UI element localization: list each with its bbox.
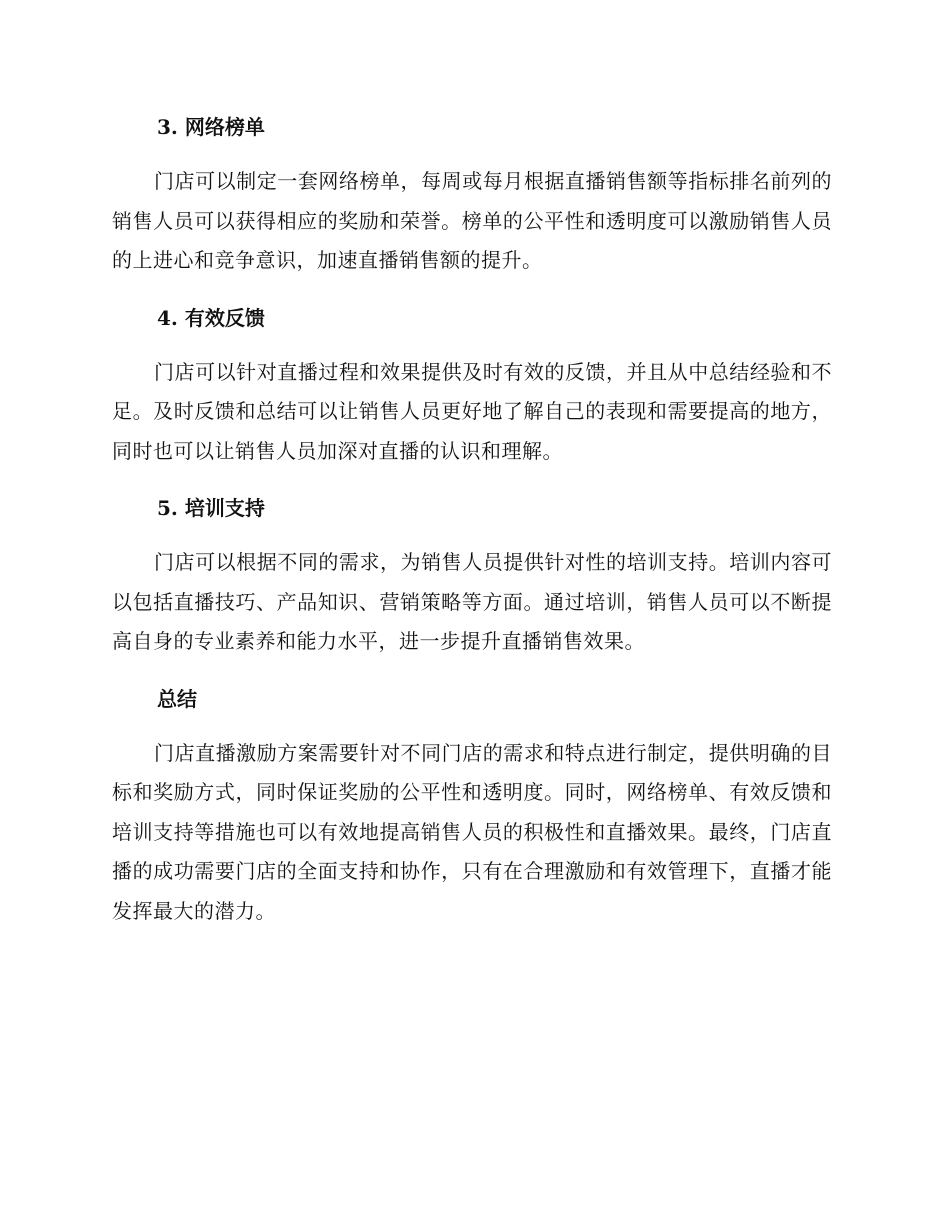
section-heading-effective-feedback: 4. 有效反馈 bbox=[157, 305, 265, 330]
section-body-effective-feedback: 门店可以针对直播过程和效果提供及时有效的反馈，并且从中总结经验和不足。及时反馈和总结可以让销售人员更好地了解自己的表现和需要提高的地方，同时也可以让销售人员加深对直播的认识和理解。 bbox=[112, 359, 832, 463]
section-body-network-ranking: 门店可以制定一套网络榜单，每周或每月根据直播销售额等指标排名前列的销售人员可以获得相应的奖励和荣誉。榜单的公平性和透明度可以激励销售人员的上进心和竞争意识，加速直播销售额的提升。 bbox=[112, 169, 832, 272]
section-heading-summary: 总结 bbox=[157, 686, 197, 711]
section-body-summary: 门店直播激励方案需要针对不同门店的需求和特点进行制定，提供明确的目标和奖励方式，同时保证奖励的公平性和透明度。同时，网络榜单、有效反馈和培训支持等措施也可以有效地提高销售人员的积极性和直播效果。最终，门店直播的成功需要门店的全面支持和协作，只有在合理激励和有效管理下，直播才能发挥最大的潜力。 bbox=[112, 740, 832, 923]
section-body-training-support: 门店可以根据不同的需求，为销售人员提供针对性的培训支持。培训内容可以包括直播技巧、产品知识、营销策略等方面。通过培训，销售人员可以不断提高自身的专业素养和能力水平，进一步提升直播销售效果。 bbox=[112, 550, 832, 653]
section-heading-network-ranking: 3. 网络榜单 bbox=[157, 115, 265, 139]
section-heading-training-support: 5. 培训支持 bbox=[157, 496, 265, 520]
